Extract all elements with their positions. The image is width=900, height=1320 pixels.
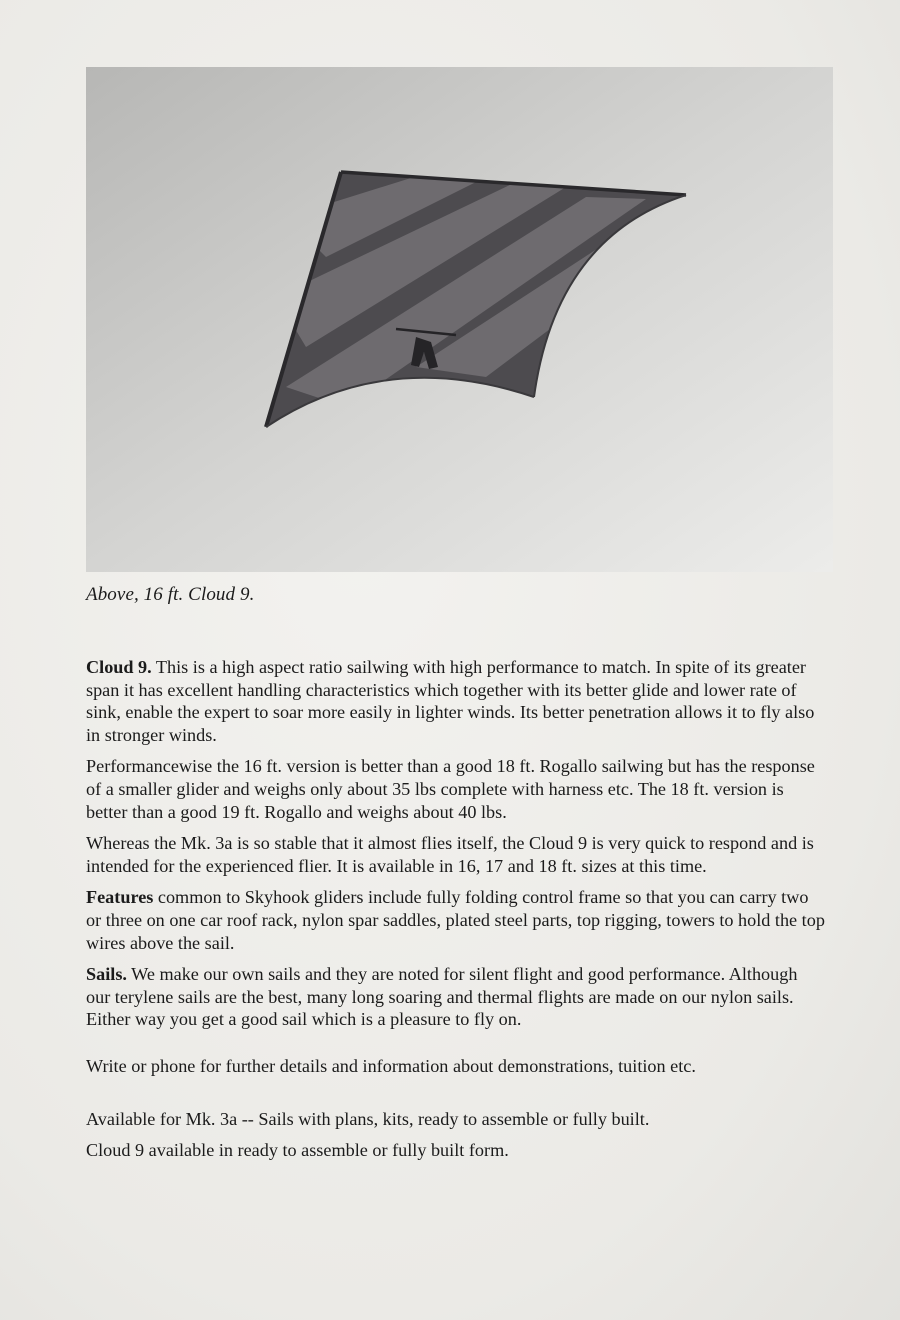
- paragraph-text: Write or phone for further details and information about demonstrations, tuition etc.: [86, 1055, 696, 1076]
- paragraph-text: We make our own sails and they are noted for silent flight and good performance. Although our terylene sails are the best, many long soaring and thermal flights are made on our nylon sails. Either way you get a good sail which is a pleasure to fly on.: [86, 964, 798, 1030]
- paragraph-text: common to Skyhook gliders include fully folding control frame so that you can carry two or three on one car roof rack, nylon spar saddles, plated steel parts, top rigging, towers to hold the top wires above the sail.: [86, 887, 825, 953]
- paragraph-text: Whereas the Mk. 3a is so stable that it almost flies itself, the Cloud 9 is very quick to respond and is intended for the experienced flier. It is available in 16, 17 and 18 ft. sizes at this time.: [86, 833, 814, 876]
- hang-glider-image: [86, 67, 833, 572]
- paragraph-sails: [86, 963, 826, 1031]
- paragraph-lead: Cloud 9.: [86, 657, 152, 677]
- paragraph-performance: [86, 755, 826, 823]
- article-body: [86, 656, 826, 1171]
- paragraph-text: Available for Mk. 3a -- Sails with plans, kits, ready to assemble or fully built.: [86, 1108, 650, 1129]
- paragraph-text: Cloud 9 available in ready to assemble or fully built form.: [86, 1140, 509, 1161]
- paragraph-features: [86, 886, 826, 954]
- paragraph-availability-cloud9: [86, 1139, 826, 1162]
- paragraph-lead: Sails.: [86, 964, 127, 985]
- paragraph-mk3a: [86, 832, 826, 877]
- paragraph-availability-mk3a: [86, 1108, 826, 1131]
- paragraph-contact: [86, 1055, 826, 1078]
- photo-caption: Above, 16 ft. Cloud 9.: [86, 584, 255, 605]
- paragraph-cloud9: [86, 656, 826, 746]
- paragraph-text: This is a high aspect ratio sailwing with high performance to match. In spite of its greater span it has excellent handling characteristics which together with its better glide and lower rate of sink, enable the expert to soar more easily in lighter winds. Its better penetration allows it to fly also in stronger winds.: [86, 657, 815, 745]
- paragraph-text: Performancewise the 16 ft. version is better than a good 18 ft. Rogallo sailwing but has the response of a smaller glider and weighs only about 35 lbs complete with harness etc. The 18 ft. version is better than a good 19 ft. Rogallo and weighs about 40 lbs.: [86, 756, 815, 822]
- glider-photo: [86, 67, 833, 572]
- paragraph-lead: Features: [86, 887, 154, 908]
